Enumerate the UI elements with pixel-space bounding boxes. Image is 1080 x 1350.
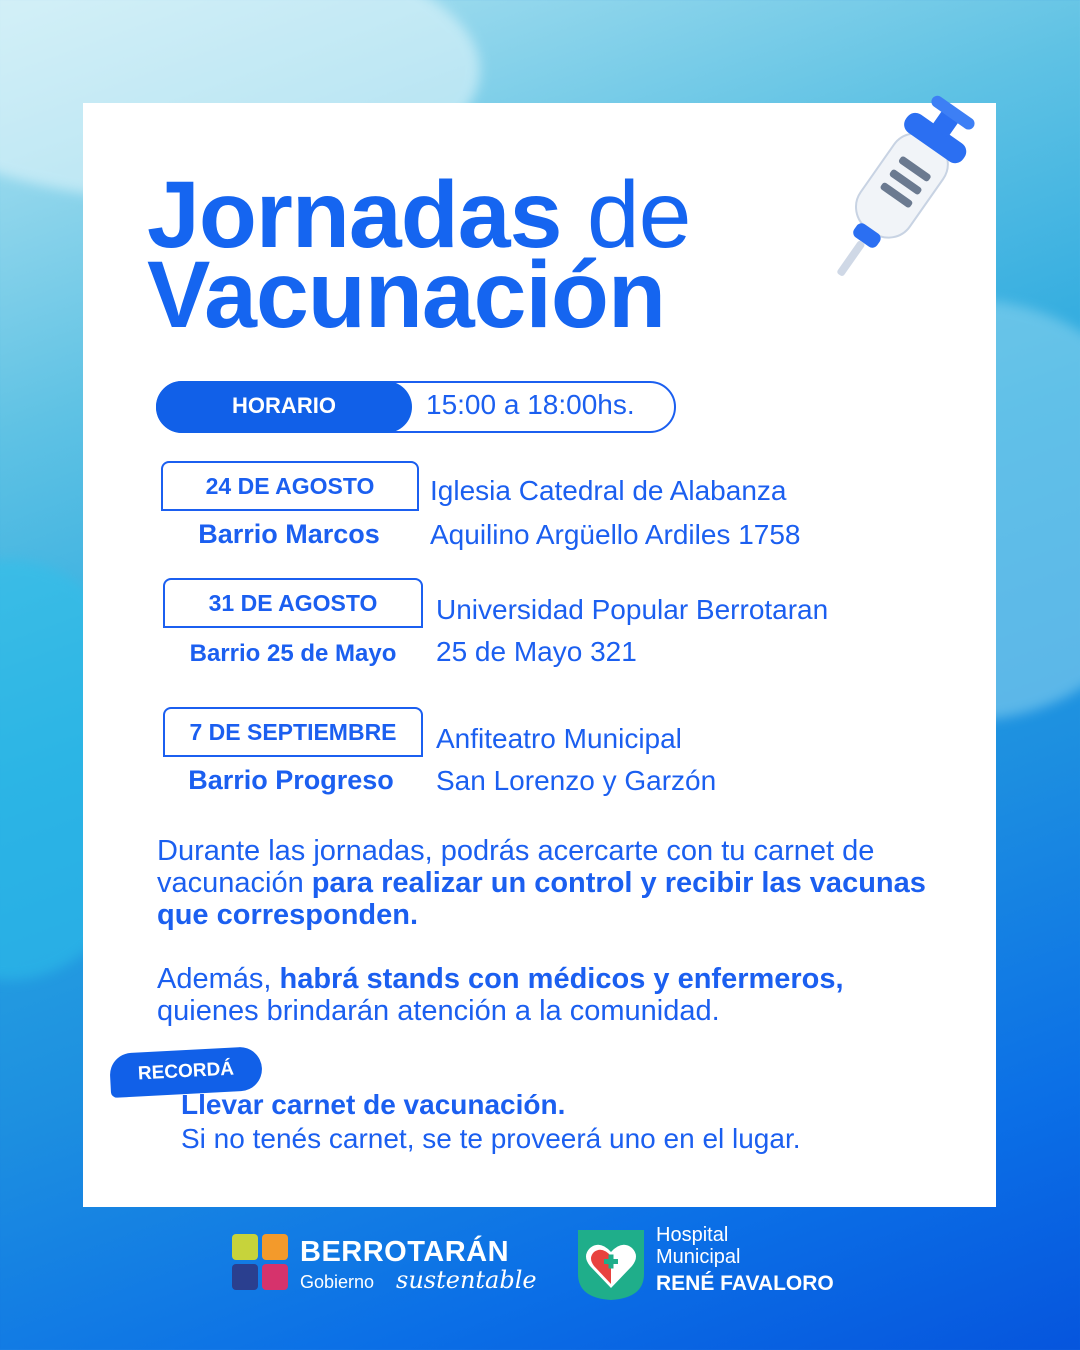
recorda-badge: RECORDÁ bbox=[109, 1046, 263, 1098]
syringe-icon bbox=[773, 83, 1003, 293]
hospital-logo bbox=[574, 1224, 874, 1304]
event-barrio: Barrio Marcos bbox=[198, 519, 380, 549]
hospital-line1: Hospital bbox=[656, 1224, 729, 1246]
event-place: Universidad Popular Berrotaran bbox=[436, 594, 829, 625]
reminder-text: Si no tenés carnet, se te proveerá uno en el lugar. bbox=[181, 1123, 801, 1154]
event-1 bbox=[161, 461, 921, 561]
schedule-pill bbox=[156, 381, 676, 433]
event-date: 24 DE AGOSTO bbox=[161, 461, 419, 509]
reminder-title: Llevar carnet de vacunación. bbox=[181, 1089, 566, 1120]
berrotaran-squares-icon bbox=[232, 1234, 292, 1294]
event-2 bbox=[163, 578, 923, 678]
schedule-label: HORARIO bbox=[156, 381, 412, 433]
hospital-name: RENÉ FAVALORO bbox=[656, 1272, 834, 1295]
event-3 bbox=[163, 707, 923, 807]
municipality-name: BERROTARÁN bbox=[300, 1236, 510, 1268]
page-title: Jornadas de Vacunación bbox=[147, 162, 691, 348]
event-place: Iglesia Catedral de Alabanza bbox=[430, 475, 787, 506]
event-address: Aquilino Argüello Ardiles 1758 bbox=[430, 519, 801, 550]
municipality-sub: Gobierno bbox=[300, 1272, 375, 1292]
hospital-line2: Municipal bbox=[656, 1246, 741, 1268]
info-card bbox=[83, 103, 996, 1207]
event-date: 31 DE AGOSTO bbox=[163, 578, 423, 626]
event-barrio: Barrio 25 de Mayo bbox=[189, 640, 397, 667]
event-address: 25 de Mayo 321 bbox=[436, 636, 637, 667]
info-paragraph-2: Además, habrá stands con médicos y enfermeros, quienes brindarán atención a la comunidad. bbox=[157, 963, 844, 1027]
schedule-time: 15:00 a 18:00hs. bbox=[426, 389, 635, 420]
info-paragraph-1: Durante las jornadas, podrás acercarte con tu carnet de vacunación para realizar un control y recibir las vacunas que corresponden. bbox=[157, 835, 926, 931]
event-date: 7 DE SEPTIEMBRE bbox=[163, 707, 423, 755]
berrotaran-logo bbox=[232, 1232, 537, 1302]
event-place: Anfiteatro Municipal bbox=[436, 723, 682, 754]
event-address: San Lorenzo y Garzón bbox=[436, 765, 717, 796]
event-barrio: Barrio Progreso bbox=[188, 765, 394, 795]
hospital-heart-icon bbox=[574, 1226, 648, 1302]
municipality-script: sustentable bbox=[396, 1266, 537, 1294]
